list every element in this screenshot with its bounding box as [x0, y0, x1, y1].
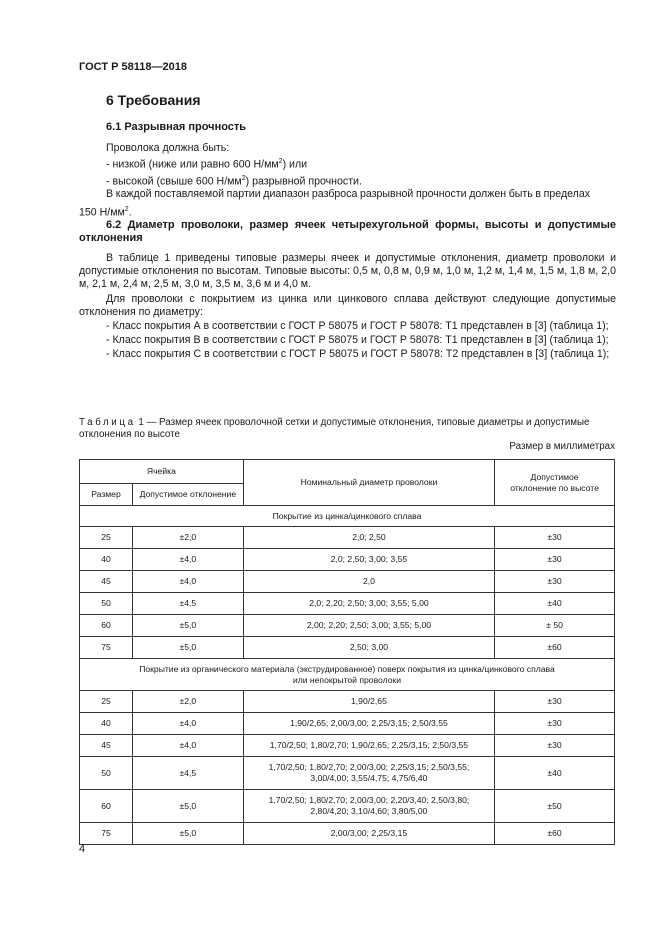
table-row: [80, 593, 615, 615]
cell-tolerance: ±5,0: [132, 823, 243, 845]
cell-diameter: 1,90/2,65: [243, 691, 494, 713]
document-header: ГОСТ Р 58118—2018: [79, 61, 187, 73]
cell-diameter: 1,90/2,65; 2,00/3,00; 2,25/3,15; 2,50/3,55: [243, 713, 494, 735]
header-height-tolerance: Допустимое отклонение по высоте: [495, 460, 615, 506]
cell-tolerance: ±2,0: [132, 527, 243, 549]
cell-size: 60: [80, 615, 133, 637]
cell-diameter: 2,0: [243, 571, 494, 593]
table-row: [80, 615, 615, 637]
header-size: Размер: [80, 484, 133, 506]
cell-tolerance: ±4,0: [132, 549, 243, 571]
cell-height-tolerance: ± 50: [495, 615, 615, 637]
cell-diameter: 1,70/2,50; 1,80/2,70; 2,00/3,00; 2,20/3,40; 2,50/3,80; 2,80/4,20; 3,10/4,60; 3,80/5,00: [243, 790, 494, 823]
table-caption: Таблица 1 — Размер ячеек проволочной сетки и допустимые отклонения, типовые диаметры и допустимые отклонения по высоте: [79, 417, 590, 440]
header-tolerance: Допустимое отклонение: [132, 484, 243, 506]
table-units: Размер в миллиметрах: [509, 441, 615, 452]
subsection-6-2-body: [79, 252, 616, 361]
group-zinc-rows: [80, 527, 615, 659]
cell-size: 45: [80, 571, 133, 593]
data-table: [79, 459, 615, 845]
cell-tolerance: ±4,5: [132, 593, 243, 615]
cell-height-tolerance: ±40: [495, 593, 615, 615]
list-item: - Класс покрытия В в соответствии с ГОСТ Р 58075 и ГОСТ Р 58078: Т1 представлен в [3] (таблица 1);: [106, 334, 609, 346]
cell-height-tolerance: ±60: [495, 637, 615, 659]
cell-diameter: 2,50; 3,00: [243, 637, 494, 659]
page-number: 4: [79, 843, 86, 855]
cell-diameter: 2,00/3,00; 2,25/3,15: [243, 823, 494, 845]
cell-height-tolerance: ±30: [495, 691, 615, 713]
cell-height-tolerance: ±30: [495, 571, 615, 593]
cell-diameter: 2,00; 2,20; 2,50; 3,00; 3,55; 5,00: [243, 615, 494, 637]
table-row: [80, 637, 615, 659]
section-title: 6 Требования: [106, 92, 201, 108]
cell-diameter: 2,0; 2,50: [243, 527, 494, 549]
cell-height-tolerance: ±50: [495, 790, 615, 823]
cell-size: 45: [80, 735, 133, 757]
table-row: [80, 713, 615, 735]
list-item: - Класс покрытия С в соответствии с ГОСТ Р 58075 и ГОСТ Р 58078: Т2 представлен в [3] (таблица 1);: [106, 348, 610, 360]
range-line: В каждой поставляемой партии диапазон разброса разрывной прочности должен быть в пределах: [106, 188, 591, 201]
cell-size: 25: [80, 691, 133, 713]
cell-size: 25: [80, 527, 133, 549]
table-row: [80, 757, 615, 790]
table-row: [80, 823, 615, 845]
cell-size: 60: [80, 790, 133, 823]
table-row: [80, 790, 615, 823]
cell-size: 40: [80, 549, 133, 571]
intro-line: Проволока должна быть:: [106, 142, 230, 154]
cell-size: 75: [80, 823, 133, 845]
cell-tolerance: ±4,0: [132, 713, 243, 735]
list-item-low: - низкой (ниже или равно 600 $Н/мм^2$) или: [106, 158, 308, 171]
cell-height-tolerance: ±30: [495, 713, 615, 735]
table-row: [80, 527, 615, 549]
group-organic-rows: [80, 691, 615, 845]
group-title-zinc: Покрытие из цинка/цинкового сплава: [80, 506, 615, 527]
cell-height-tolerance: ±30: [495, 549, 615, 571]
list-item: - Класс покрытия А в соответствии с ГОСТ Р 58075 и ГОСТ Р 58078: Т1 представлен в [3] (таблица 1);: [106, 320, 609, 332]
header-diameter: Номинальный диаметр проволоки: [243, 460, 494, 506]
cell-size: 75: [80, 637, 133, 659]
cell-size: 50: [80, 593, 133, 615]
table-row: [80, 691, 615, 713]
cell-size: 40: [80, 713, 133, 735]
subsection-6-1-title: 6.1 Разрывная прочность: [106, 121, 247, 133]
cell-tolerance: ±4,5: [132, 757, 243, 790]
table-row: [80, 549, 615, 571]
header-cell: Ячейка: [80, 460, 244, 484]
cell-tolerance: ±4,0: [132, 735, 243, 757]
cell-tolerance: ±2,0: [132, 691, 243, 713]
cell-tolerance: ±5,0: [132, 637, 243, 659]
cell-diameter: 2,0; 2,20; 2,50; 3,00; 3,55; 5,00: [243, 593, 494, 615]
range-line-end: 150 $Н/мм^2$.: [79, 206, 132, 219]
cell-diameter: 1,70/2,50; 1,80/2,70; 2,00/3,00; 2,25/3,15; 2,50/3,55; 3,00/4,00; 3,55/4,75; 4,75/6,40: [243, 757, 494, 790]
subsection-6-1-body: [79, 142, 616, 220]
cell-diameter: 1,70/2,50; 1,80/2,70; 1,90/2,65; 2,25/3,15; 2,50/3,55: [243, 735, 494, 757]
cell-height-tolerance: ±40: [495, 757, 615, 790]
cell-tolerance: ±5,0: [132, 615, 243, 637]
cell-tolerance: ±4,0: [132, 571, 243, 593]
cell-tolerance: ±5,0: [132, 790, 243, 823]
subsection-6-2-title: 6.2 Диаметр проволоки, размер ячеек четырехугольной формы, высоты и допустимые отклонения: [79, 219, 616, 244]
paragraph: В таблице 1 приведены типовые размеры ячеек и допустимые отклонения, диаметр проволоки и допустимые отклонения по высотам. Типовые высоты: 0,5 м, 0,8 м, 0,9 м, 1,0 м, 1,2 м, 1,4 м, 1,5 м, 1,8 м, 2,0 м, 2,1 м, 2,4 м, 2,5 м, 3,0 м, 3,5 м, 3,6 м и 4,0 м.: [79, 252, 616, 290]
paragraph: Для проволоки с покрытием из цинка или цинкового сплава действуют следующие допустимые отклонения по диаметру:: [79, 293, 616, 318]
cell-size: 50: [80, 757, 133, 790]
table-row: [80, 735, 615, 757]
list-item-high: - высокой (свыше 600 $Н/мм^2$) разрывной прочности.: [106, 174, 362, 188]
cell-diameter: 2,0; 2,50; 3,00; 3,55: [243, 549, 494, 571]
cell-height-tolerance: ±30: [495, 527, 615, 549]
table-row: [80, 571, 615, 593]
cell-height-tolerance: ±60: [495, 823, 615, 845]
cell-height-tolerance: ±30: [495, 735, 615, 757]
group-title-organic: Покрытие из органического материала (экструдированное) поверх покрытия из цинка/цинкового сплава или непокрытой проволоки: [80, 659, 615, 691]
